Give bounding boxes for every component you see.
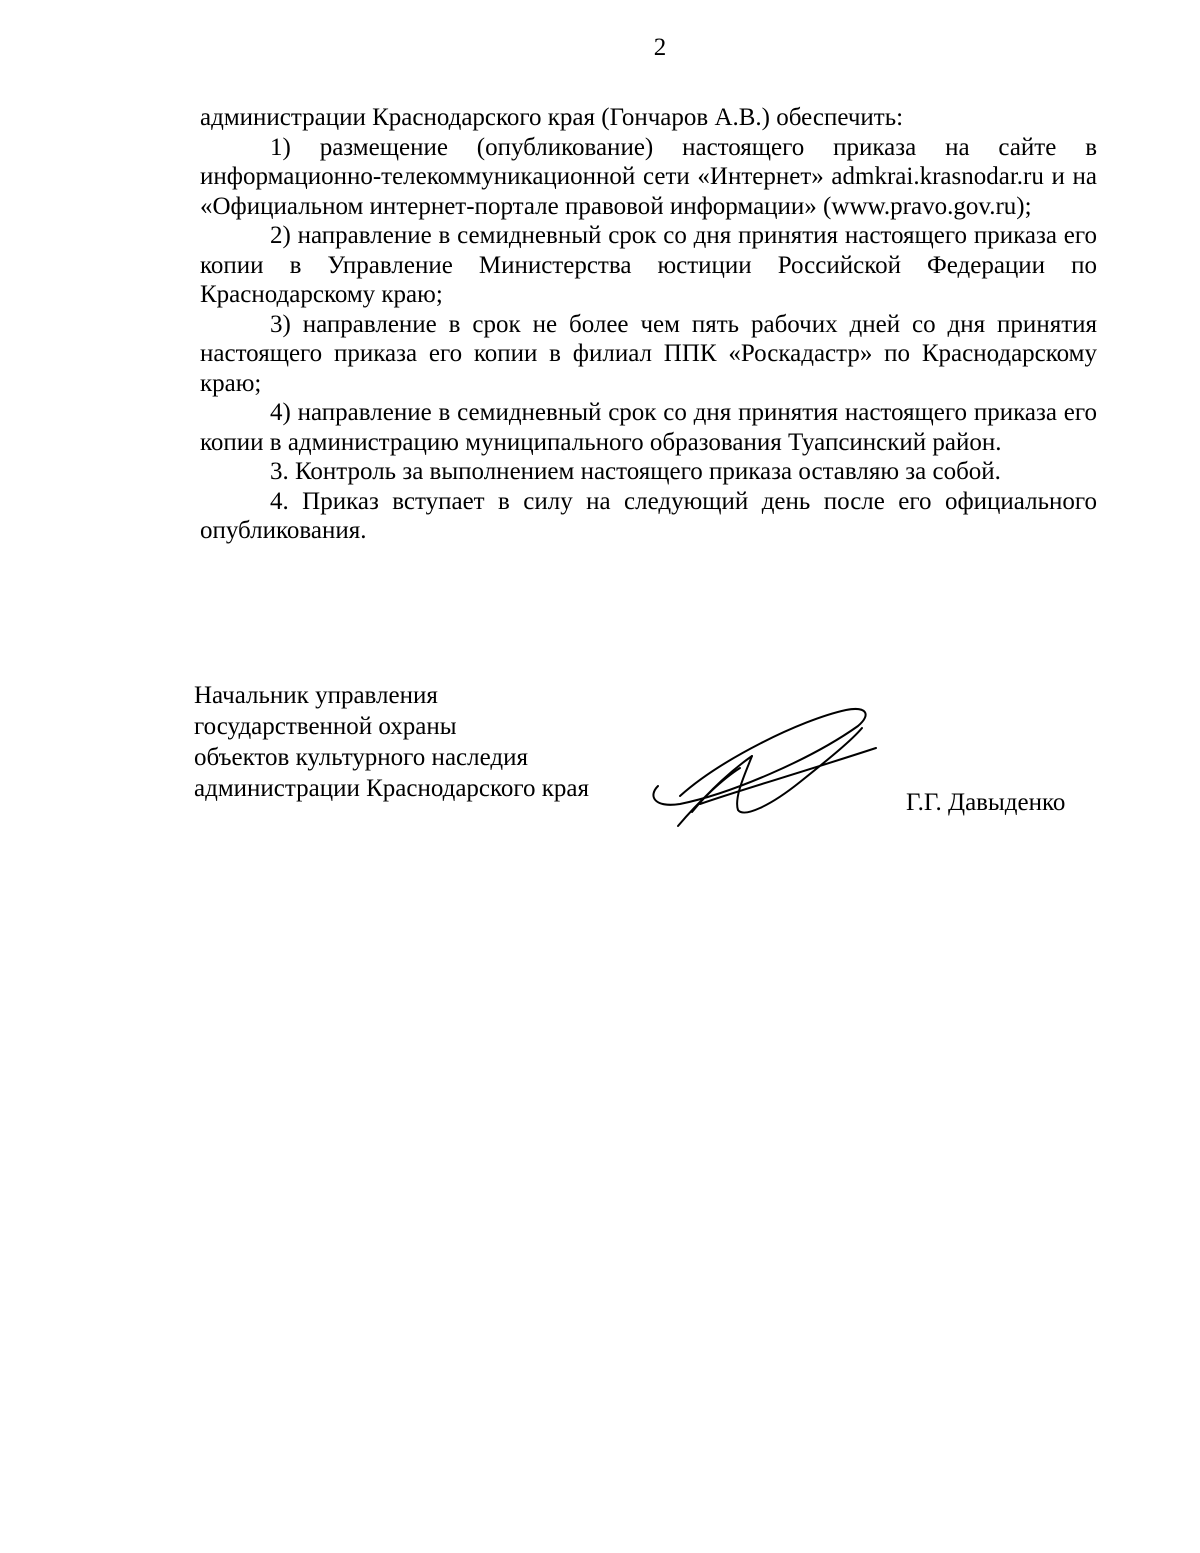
list-item-1: 1) размещение (опубликование) настоящего приказа на сайте в информационно-телекоммуникационной сети «Интернет» admkrai.krasnodar.ru и на «Официальном интернет-портале правовой информации» (www.pravo.gov.ru); — [200, 133, 1097, 220]
document-body — [200, 103, 1097, 546]
paragraph-point-3: 3. Контроль за выполнением настоящего приказа оставляю за собой. — [270, 458, 1001, 485]
list-item-2: 2) направление в семидневный срок со дня принятия настоящего приказа его копии в Управление Министерства юстиции Российской Федерации по Краснодарскому краю; — [200, 222, 1097, 308]
paragraph-point-4: 4. Приказ вступает в силу на следующий день после его официального опубликования. — [200, 487, 1097, 544]
page-number: 2 — [653, 34, 667, 61]
intro-paragraph: администрации Краснодарского края (Гончаров А.В.) обеспечить: — [200, 104, 904, 131]
position-line: администрации Краснодарского края — [194, 775, 590, 802]
handwritten-signature — [640, 700, 880, 830]
position-line: объектов культурного наследия — [194, 744, 528, 771]
signer-position — [194, 680, 589, 804]
list-item-4: 4) направление в семидневный срок со дня принятия настоящего приказа его копии в администрацию муниципального образования Туапсинский район. — [200, 399, 1097, 456]
list-item-3: 3) направление в срок не более чем пять рабочих дней со дня принятия настоящего приказа его копии в филиал ППК «Роскадастр» по Краснодарскому краю; — [200, 310, 1097, 397]
signer-name: Г.Г. Давыденко — [906, 789, 1066, 816]
position-line: государственной охраны — [194, 713, 457, 740]
position-line: Начальник управления — [194, 682, 438, 709]
